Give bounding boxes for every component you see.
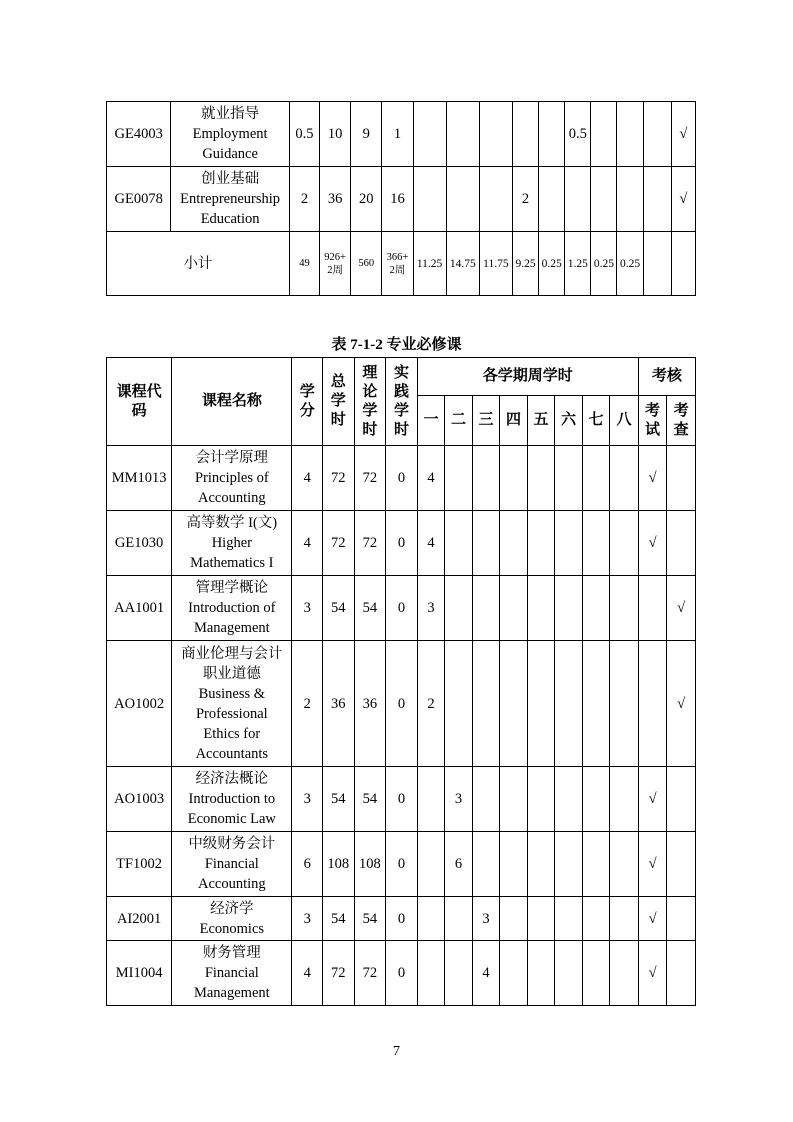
semester-hours-cell	[527, 576, 555, 641]
semester-hours-cell	[610, 446, 639, 511]
course-name-line: Higher	[211, 535, 252, 551]
header-sem-8: 八	[610, 396, 639, 446]
semester-hours-cell	[472, 641, 500, 767]
exam-cell: √	[638, 511, 667, 576]
check-cell: √	[671, 102, 695, 167]
practice-hours-cell: 0	[386, 832, 418, 897]
semester-hours-cell	[445, 641, 473, 767]
semester-hours-cell	[500, 832, 528, 897]
subtotal-total-hours: 926+ 2周	[320, 232, 351, 296]
theory-hours-cell: 72	[354, 941, 386, 1006]
semester-hours-cell	[472, 576, 500, 641]
semester-hours-cell: 2	[512, 167, 538, 232]
semester-hours-cell	[527, 641, 555, 767]
semester-hours-cell	[500, 576, 528, 641]
credit-cell: 6	[292, 832, 323, 897]
course-name-line: Economics	[199, 920, 265, 937]
course-name	[171, 167, 290, 232]
exam-cell	[643, 102, 671, 167]
course-code: MI1004	[107, 941, 172, 1006]
semester-hours-cell	[500, 641, 528, 767]
theory-hours-cell: 54	[354, 576, 386, 641]
theory-hours-cell: 54	[354, 767, 386, 832]
semester-hours-cell	[527, 897, 555, 941]
semester-hours-cell	[446, 167, 479, 232]
theory-hours-cell: 72	[354, 446, 386, 511]
subtotal-theory-hours: 560	[351, 232, 382, 296]
course-name-line: Employment	[192, 126, 268, 142]
course-name-line: Economic Law	[187, 811, 276, 827]
semester-hours-cell	[555, 641, 583, 767]
exam-cell	[643, 167, 671, 232]
course-name-line: Accounting	[197, 876, 266, 892]
total-hours-cell: 36	[323, 641, 355, 767]
semester-hours-cell	[527, 832, 555, 897]
course-name-line: Management	[193, 985, 270, 1001]
theory-hours-cell: 9	[351, 102, 382, 167]
credit-cell: 2	[292, 641, 323, 767]
check-cell	[667, 511, 696, 576]
course-name-line: 职业道德	[202, 665, 261, 682]
semester-hours-cell	[617, 102, 643, 167]
header-check: 考查	[667, 396, 696, 446]
table-row	[107, 576, 696, 641]
subtotal-semester-hours: 0.25	[617, 232, 643, 296]
course-name-line: 管理学概论	[195, 580, 269, 596]
semester-hours-cell	[591, 167, 617, 232]
practice-hours-cell: 0	[386, 897, 418, 941]
credit-cell: 3	[292, 576, 323, 641]
course-name-line: Accountants	[195, 745, 269, 762]
course-name-line: 创业基础	[201, 171, 260, 187]
course-name	[172, 641, 292, 767]
elective-continuation-table	[106, 101, 696, 296]
course-code: TF1002	[107, 832, 172, 897]
theory-hours-cell: 20	[351, 167, 382, 232]
semester-hours-cell	[472, 832, 500, 897]
course-name-line: Principles of	[194, 470, 269, 486]
semester-hours-cell	[417, 897, 445, 941]
course-name	[172, 832, 292, 897]
semester-hours-cell	[610, 767, 639, 832]
check-cell	[667, 767, 696, 832]
subtotal-semester-hours: 9.25	[512, 232, 538, 296]
exam-cell: √	[638, 767, 667, 832]
theory-hours-cell: 36	[354, 641, 386, 767]
course-name-line: 高等数学 I(文)	[186, 515, 278, 531]
exam-cell: √	[638, 897, 667, 941]
course-name	[172, 767, 292, 832]
course-name	[172, 511, 292, 576]
header-sem-7: 七	[582, 396, 610, 446]
semester-hours-cell	[555, 941, 583, 1006]
semester-hours-cell	[445, 576, 473, 641]
semester-hours-cell	[527, 446, 555, 511]
total-hours-cell: 54	[323, 767, 355, 832]
semester-hours-cell	[555, 511, 583, 576]
practice-hours-cell: 16	[382, 167, 413, 232]
practice-hours-cell: 1	[382, 102, 413, 167]
subtotal-semester-hours: 0.25	[591, 232, 617, 296]
practice-hours-cell: 0	[386, 767, 418, 832]
semester-hours-cell: 0.5	[565, 102, 591, 167]
table-row	[107, 897, 696, 941]
course-name	[172, 446, 292, 511]
semester-hours-cell	[610, 897, 639, 941]
subtotal-semester-hours: 11.75	[479, 232, 512, 296]
table-row	[107, 102, 696, 167]
course-code: AO1002	[107, 641, 172, 767]
semester-hours-cell: 2	[417, 641, 445, 767]
semester-hours-cell	[610, 941, 639, 1006]
semester-hours-cell: 6	[445, 832, 473, 897]
header-credit: 学分	[292, 358, 323, 446]
course-name-line: 会计学原理	[195, 450, 269, 466]
semester-hours-cell	[610, 832, 639, 897]
semester-hours-cell: 3	[445, 767, 473, 832]
semester-hours-cell	[417, 832, 445, 897]
exam-cell	[638, 641, 667, 767]
exam-cell: √	[638, 832, 667, 897]
semester-hours-cell	[527, 941, 555, 1006]
total-hours-cell: 54	[323, 576, 355, 641]
semester-hours-cell	[500, 767, 528, 832]
course-name-line: Entrepreneurship	[180, 191, 281, 207]
credit-cell: 4	[292, 511, 323, 576]
total-hours-cell: 108	[323, 832, 355, 897]
course-name-line: Accounting	[197, 490, 266, 506]
check-cell	[667, 832, 696, 897]
semester-hours-cell	[555, 446, 583, 511]
semester-hours-cell	[582, 511, 610, 576]
semester-hours-cell	[417, 941, 445, 1006]
exam-cell: √	[638, 941, 667, 1006]
semester-hours-cell	[555, 897, 583, 941]
semester-hours-cell	[472, 767, 500, 832]
course-name	[172, 576, 292, 641]
semester-hours-cell: 3	[417, 576, 445, 641]
credit-cell: 2	[289, 167, 319, 232]
check-cell: √	[671, 167, 695, 232]
course-name	[172, 897, 292, 941]
semester-hours-cell	[539, 102, 565, 167]
semester-hours-cell	[610, 576, 639, 641]
course-name-line: Guidance	[202, 146, 258, 162]
course-name-line: 中级财务会计	[188, 836, 276, 852]
course-name-line: Ethics for	[203, 725, 261, 742]
check-cell	[667, 941, 696, 1006]
table-row	[107, 641, 696, 767]
semester-hours-cell	[413, 102, 446, 167]
course-name-line: Mathematics I	[190, 555, 274, 571]
exam-cell: √	[638, 446, 667, 511]
practice-hours-cell: 0	[386, 511, 418, 576]
course-name	[171, 102, 290, 167]
header-sem-2: 二	[445, 396, 473, 446]
header-name: 课程名称	[172, 358, 292, 446]
total-hours-cell: 54	[323, 897, 355, 941]
table-row	[107, 511, 696, 576]
semester-hours-cell	[582, 576, 610, 641]
semester-hours-cell: 4	[472, 941, 500, 1006]
course-name-line: Introduction of	[188, 600, 276, 616]
course-code: GE0078	[107, 167, 171, 232]
semester-hours-cell	[413, 167, 446, 232]
semester-hours-cell: 3	[472, 897, 500, 941]
semester-hours-cell	[445, 511, 473, 576]
semester-hours-cell: 4	[417, 446, 445, 511]
credit-cell: 4	[292, 446, 323, 511]
course-name-line: Introduction to	[188, 791, 276, 807]
credit-cell: 0.5	[289, 102, 319, 167]
course-name-line: 经济学	[210, 900, 254, 917]
table-row	[107, 832, 696, 897]
course-code: MM1013	[107, 446, 172, 511]
course-code: GE1030	[107, 511, 172, 576]
semester-hours-cell	[582, 832, 610, 897]
header-sem-5: 五	[527, 396, 555, 446]
subtotal-row	[107, 232, 696, 296]
theory-hours-cell: 54	[354, 897, 386, 941]
semester-hours-cell	[591, 102, 617, 167]
semester-hours-cell	[610, 511, 639, 576]
semester-hours-cell	[417, 767, 445, 832]
semester-hours-cell	[479, 102, 512, 167]
course-name-line: 经济法概论	[195, 771, 269, 787]
course-name-line: 商业伦理与会计	[181, 645, 283, 662]
course-name-line: Financial	[204, 965, 259, 981]
subtotal-practice-hours: 366+ 2周	[382, 232, 413, 296]
total-hours-cell: 36	[320, 167, 351, 232]
course-name-line: Financial	[204, 856, 259, 872]
course-code: GE4003	[107, 102, 171, 167]
subtotal-exam	[643, 232, 671, 296]
subtotal-check	[671, 232, 695, 296]
check-cell: √	[667, 576, 696, 641]
semester-hours-cell	[445, 446, 473, 511]
semester-hours-cell	[445, 941, 473, 1006]
check-cell	[667, 897, 696, 941]
course-name-line: Management	[193, 620, 270, 636]
course-name-line: Professional	[195, 705, 268, 722]
total-hours-cell: 10	[320, 102, 351, 167]
table-row	[107, 767, 696, 832]
semester-hours-cell	[527, 511, 555, 576]
semester-hours-cell	[582, 941, 610, 1006]
subtotal-semester-hours: 0.25	[539, 232, 565, 296]
credit-cell: 4	[292, 941, 323, 1006]
semester-hours-cell	[582, 446, 610, 511]
course-name-line: 就业指导	[201, 106, 260, 122]
credit-cell: 3	[292, 767, 323, 832]
table-row	[107, 941, 696, 1006]
theory-hours-cell: 108	[354, 832, 386, 897]
semester-hours-cell	[555, 767, 583, 832]
header-total-hours: 总学时	[323, 358, 355, 446]
semester-hours-cell	[500, 511, 528, 576]
page-number: 7	[393, 1044, 400, 1059]
semester-hours-cell	[512, 102, 538, 167]
header-exam: 考试	[638, 396, 667, 446]
semester-hours-cell	[479, 167, 512, 232]
subtotal-semester-hours: 11.25	[413, 232, 446, 296]
table-row	[107, 167, 696, 232]
practice-hours-cell: 0	[386, 641, 418, 767]
course-name-line: Business &	[198, 685, 266, 702]
semester-hours-cell	[472, 446, 500, 511]
header-semesters: 各学期周学时	[417, 358, 638, 396]
practice-hours-cell: 0	[386, 941, 418, 1006]
course-code: AA1001	[107, 576, 172, 641]
semester-hours-cell	[539, 167, 565, 232]
subtotal-credit: 49	[289, 232, 319, 296]
credit-cell: 3	[292, 897, 323, 941]
semester-hours-cell	[582, 641, 610, 767]
semester-hours-cell	[555, 576, 583, 641]
check-cell	[667, 446, 696, 511]
semester-hours-cell	[527, 767, 555, 832]
header-sem-4: 四	[500, 396, 528, 446]
table-caption: 表 7-1-2 专业必修课	[331, 337, 462, 353]
header-assessment: 考核	[638, 358, 695, 396]
header-sem-6: 六	[555, 396, 583, 446]
check-cell: √	[667, 641, 696, 767]
semester-hours-cell	[472, 511, 500, 576]
semester-hours-cell	[500, 446, 528, 511]
exam-cell	[638, 576, 667, 641]
subtotal-semester-hours: 1.25	[565, 232, 591, 296]
header-code: 课程代码	[107, 358, 172, 446]
semester-hours-cell	[610, 641, 639, 767]
header-theory-hours: 理论学时	[354, 358, 386, 446]
course-code: AO1003	[107, 767, 172, 832]
table-row	[107, 446, 696, 511]
course-code: AI2001	[107, 897, 172, 941]
header-practice-hours: 实践学时	[386, 358, 418, 446]
subtotal-semester-hours: 14.75	[446, 232, 479, 296]
practice-hours-cell: 0	[386, 576, 418, 641]
semester-hours-cell	[500, 941, 528, 1006]
semester-hours-cell: 4	[417, 511, 445, 576]
course-name-line: 财务管理	[202, 945, 261, 961]
semester-hours-cell	[445, 897, 473, 941]
course-name	[172, 941, 292, 1006]
practice-hours-cell: 0	[386, 446, 418, 511]
semester-hours-cell	[617, 167, 643, 232]
semester-hours-cell	[582, 767, 610, 832]
total-hours-cell: 72	[323, 941, 355, 1006]
semester-hours-cell	[582, 897, 610, 941]
required-courses-table	[106, 357, 696, 1006]
semester-hours-cell	[500, 897, 528, 941]
semester-hours-cell	[565, 167, 591, 232]
theory-hours-cell: 72	[354, 511, 386, 576]
semester-hours-cell	[555, 832, 583, 897]
course-name-line: Education	[200, 211, 260, 227]
header-sem-3: 三	[472, 396, 500, 446]
total-hours-cell: 72	[323, 446, 355, 511]
semester-hours-cell	[446, 102, 479, 167]
header-sem-1: 一	[417, 396, 445, 446]
subtotal-label: 小计	[107, 232, 290, 296]
total-hours-cell: 72	[323, 511, 355, 576]
